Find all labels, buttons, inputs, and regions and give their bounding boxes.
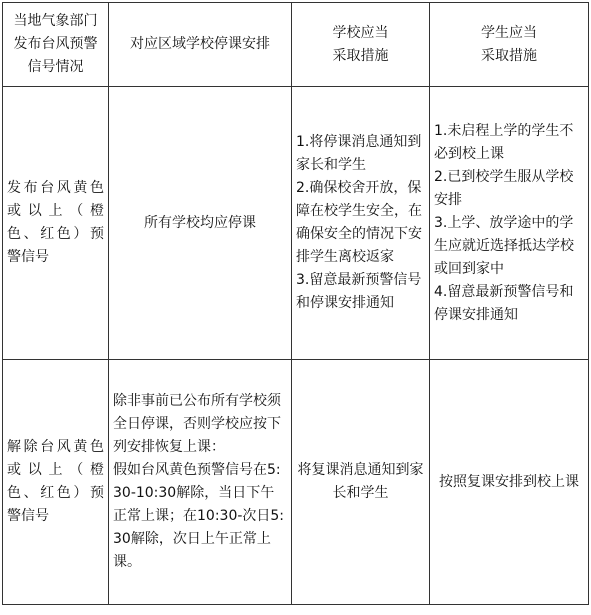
header-student-measures: 学生应当 采取措施 — [430, 3, 589, 87]
cell-arrangement: 所有学校均应停课 — [109, 87, 292, 360]
table-header-row — [3, 3, 589, 87]
cell-school-measures: 将复课消息通知到家长和学生 — [292, 360, 430, 605]
header-school-measures: 学校应当 采取措施 — [292, 3, 430, 87]
typhoon-school-closure-table — [2, 2, 589, 605]
table-row — [3, 360, 589, 605]
header-school-arrangement: 对应区域学校停课安排 — [109, 3, 292, 87]
cell-school-measures: 1.将停课消息通知到家长和学生 2.确保校舍开放，保障在校学生安全，在确保安全的情况下安排学生离校返家 3.留意最新预警信号和停课安排通知 — [292, 87, 430, 360]
table-row — [3, 87, 589, 360]
cell-arrangement: 除非事前已公布所有学校须全日停课，否则学校应按下列安排恢复上课： 假如台风黄色预警信号在5:30-10:30解除，当日下午正常上课；在10:30-次日5:30解除，次日上午正常上课。 — [109, 360, 292, 605]
cell-condition: 解除台风黄色或以上（橙色、红色）预警信号 — [3, 360, 109, 605]
header-warning-condition: 当地气象部门发布台风预警信号情况 — [3, 3, 109, 87]
cell-student-measures: 按照复课安排到校上课 — [430, 360, 589, 605]
cell-student-measures: 1.未启程上学的学生不必到校上课 2.已到校学生服从学校安排 3.上学、放学途中的学生应就近选择抵达学校或回到家中 4.留意最新预警信号和停课安排通知 — [430, 87, 589, 360]
cell-condition: 发布台风黄色或以上（橙色、红色）预警信号 — [3, 87, 109, 360]
